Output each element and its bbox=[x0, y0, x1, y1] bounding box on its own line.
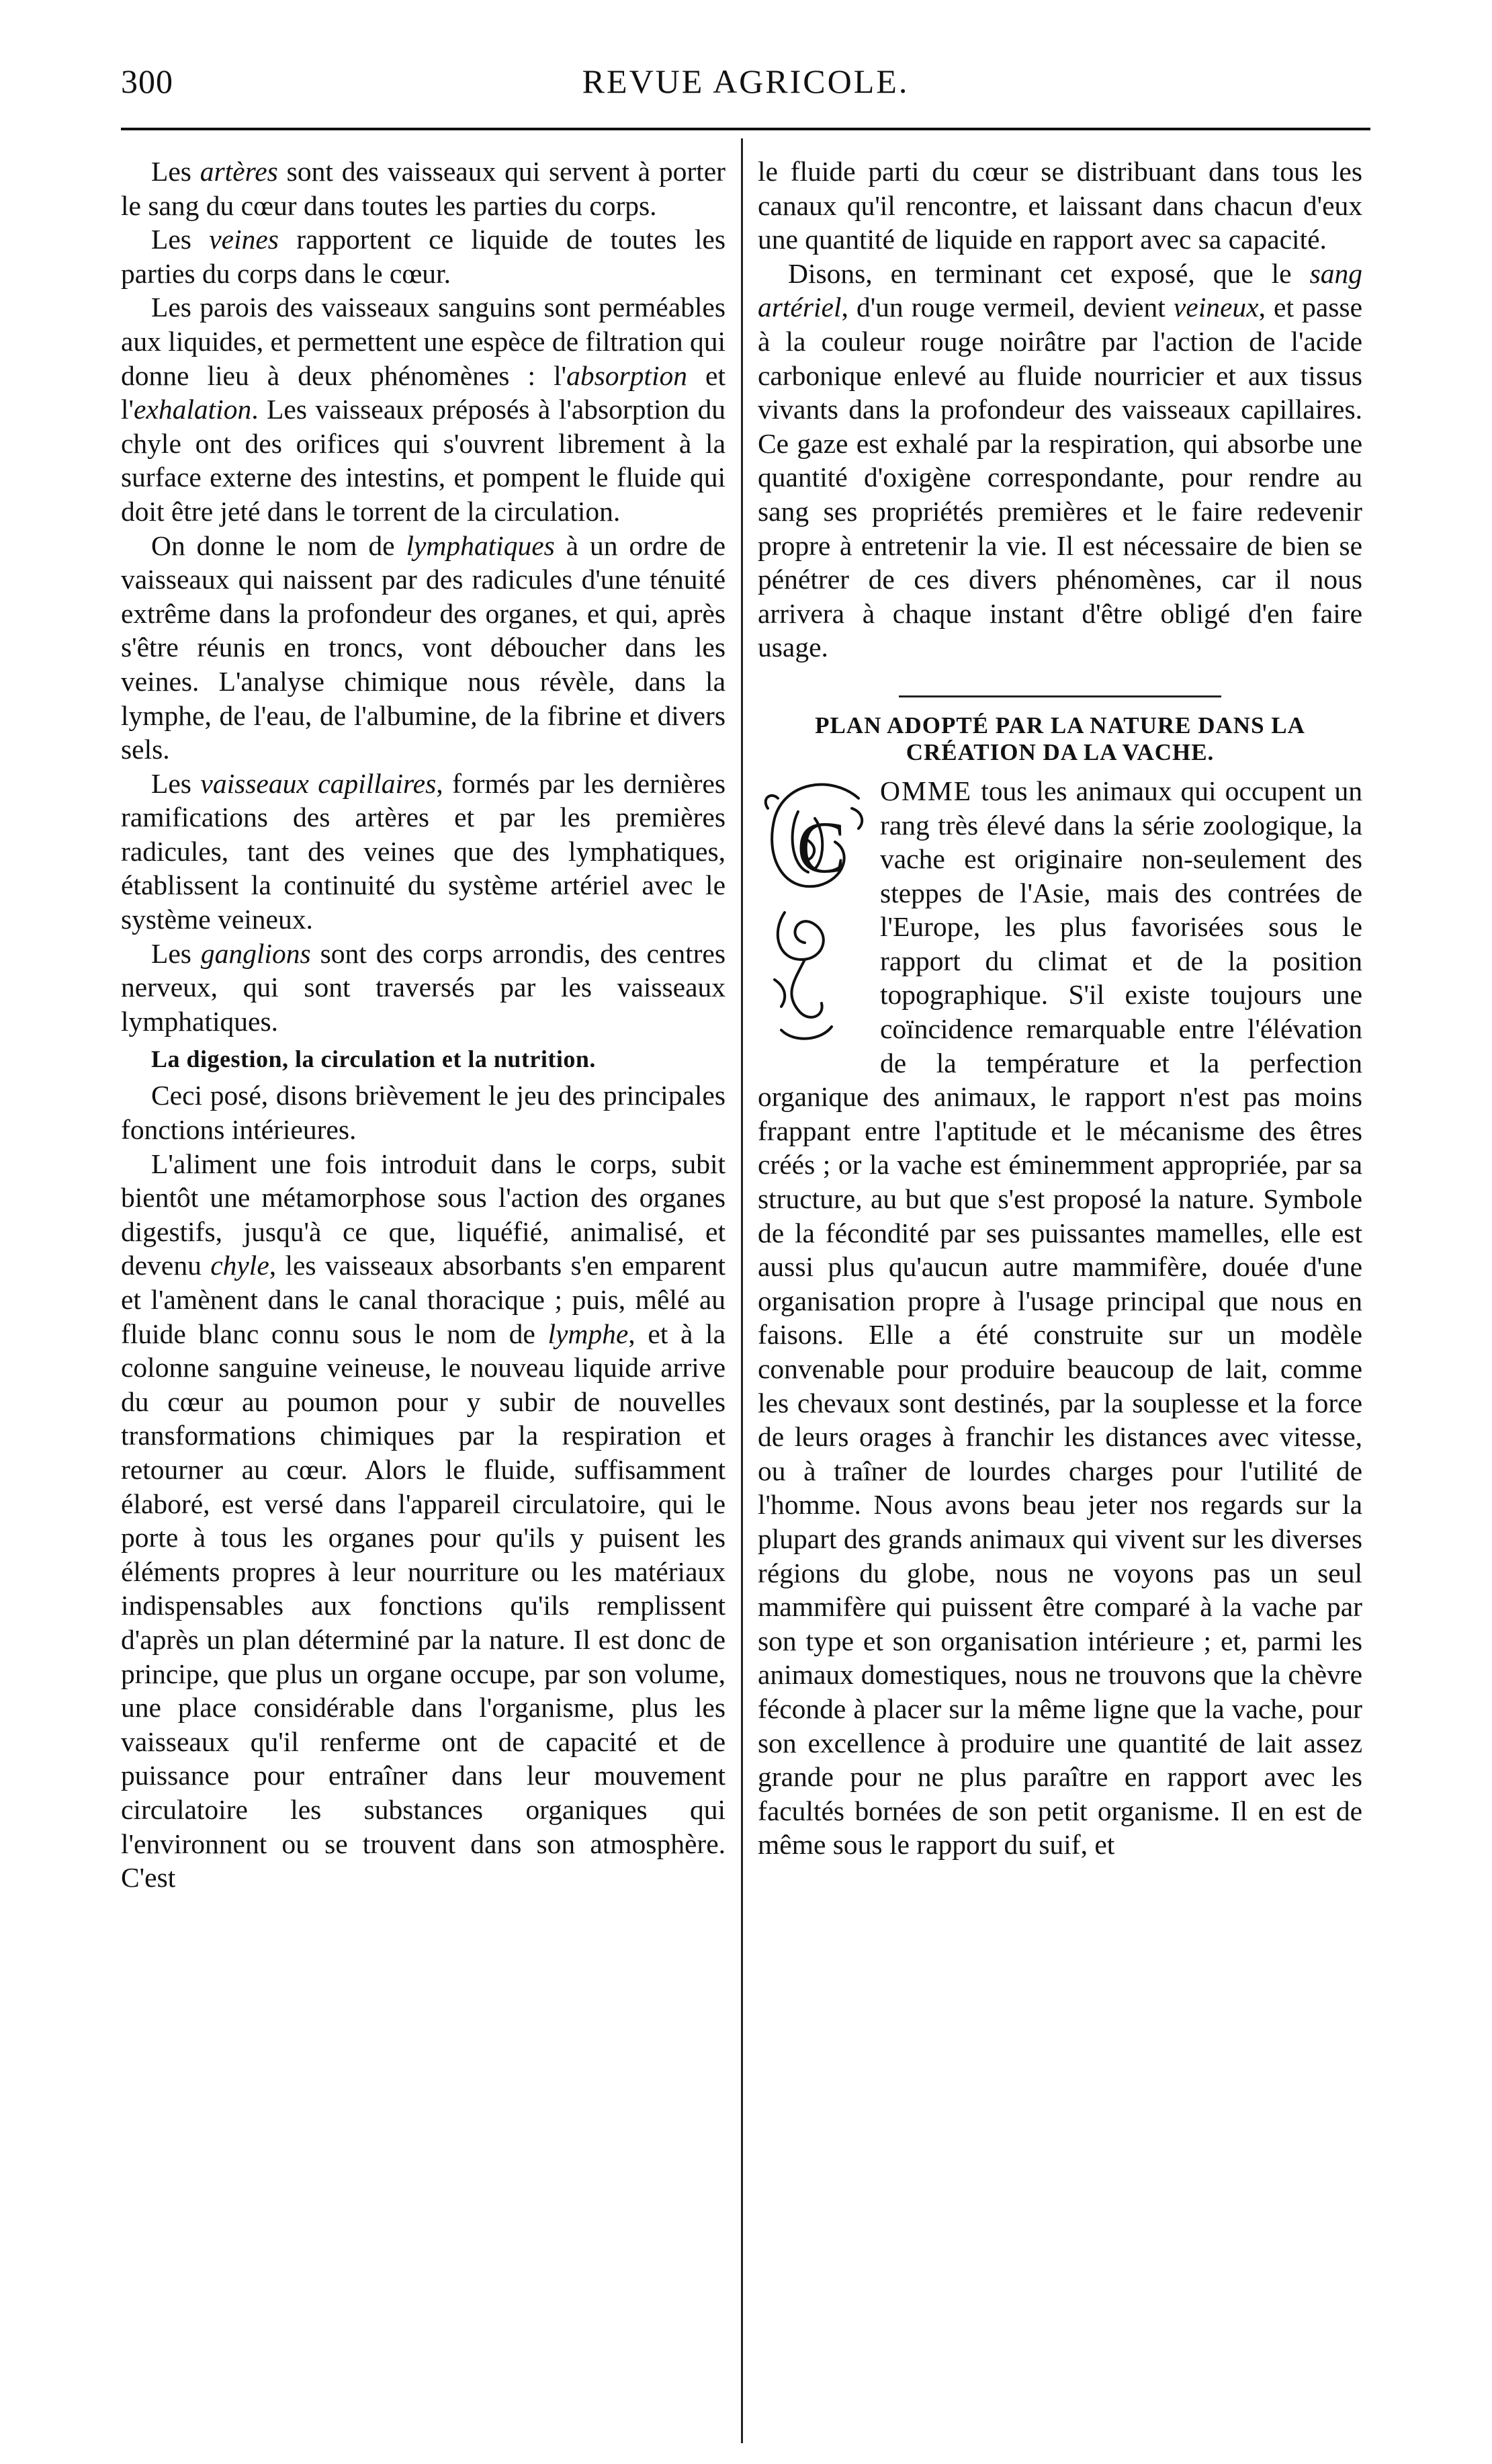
svg-text:C: C bbox=[797, 806, 846, 888]
paragraph-parois: Les parois des vaisseaux sanguins sont perméables aux liquides, et permettent une espèce de filtration qui donne lieu à deux phénomènes : l'absorption et l'exhalation. Les vaisseaux préposés à l'absorption du chyle ont des orifices qui s'ouvrent librement à la surface externe des intestins, et pompent le fluide qui doit être jeté dans le torrent de la circulation. bbox=[121, 292, 726, 527]
subheading-digestion: La digestion, la circulation et la nutrition. bbox=[151, 1046, 596, 1073]
page-number: 300 bbox=[121, 62, 173, 100]
first-word-omme: OMME bbox=[880, 775, 973, 806]
page-header bbox=[121, 62, 1370, 109]
section-title: PLAN ADOPTÉ PAR LA NATURE DANS LA CRÉATION DA LA VACHE. bbox=[815, 712, 1305, 765]
paragraph-lymphatiques: On donne le nom de lymphatiques à un ordre de vaisseaux qui naissent par des radicules d'une ténuité extrême dans la profondeur des organes, et qui, après s'être réunis en troncs, vont déboucher dans les veines. L'analyse chimique nous révèle, dans la lymphe, de l'eau, de l'albumine, de la fibrine et divers sels. bbox=[121, 529, 726, 765]
section-separator bbox=[899, 695, 1221, 697]
ornamental-drop-cap-c-icon bbox=[758, 778, 871, 1047]
paragraph-comme: C OMME tous les animaux qui occupent un rang très élevé dans la série zoologique, la vache est originaire non-seulement des steppes de l'Asie, mais des contrées de l'Europe, les plus favorisées sous le rapport du climat et de la position topographique. S'il existe toujours une coïncidence remarquable entre l'élévation de la température et la perfection organique des animaux, le rapport n'est pas moins frappant entre l'aptitude et le mécanisme des êtres créés ; or la vache est éminemment appropriée, par sa structure, au but que s'est proposé la nature. Symbole de la fécondité par ses puissantes mamelles, elle est aussi plus qu'aucun autre mammifère, douée d'une organisation propre à l'usage principal que nous en faisons. Elle a été construite sur un modèle convenable pour produire beaucoup de lait, comme les chevaux sont destinés, par la souplesse et la force de leurs orages à franchir les distances avec vitesse, ou à traîner de lourdes charges pour l'utilité de l'homme. Nous avons beau jeter nos regards sur la plupart des grands animaux qui vivent sur les diverses régions du globe, nous ne voyons pas un seul mammifère qui puissent être comparé à la vache par son type et son organisation intérieure ; et, parmi les animaux domestiques, nous ne trouvons que la chèvre féconde à placer sur la même ligne que la vache, pour son excellence à produire une quantité de lait assez grande pour ne plus paraître en rapport avec les facultés bornées de son petit organisme. Il en est de même sous le rapport du suif, et bbox=[758, 775, 1362, 1861]
column-divider bbox=[741, 138, 743, 2443]
paragraph-ganglions: Les ganglions sont des corps arrondis, des centres nerveux, qui sont traversés par les vaisseaux lymphatiques. bbox=[121, 937, 726, 1037]
paragraph-ceci-pose: Ceci posé, disons brièvement le jeu des principales fonctions intérieures. bbox=[121, 1080, 726, 1146]
paragraph-fluide-continued: le fluide parti du cœur se distribuant dans tous les canaux qu'il rencontre, et laissant dans chacun d'eux une quantité de liquide en rapport avec sa capacité. bbox=[758, 156, 1362, 255]
paragraph-capillaires: Les vaisseaux capillaires, formés par les dernières ramifications des artères et par les premières radicules, tant des veines que des lymphatiques, établissent la continuité du système artériel avec le système veineux. bbox=[121, 767, 726, 935]
paragraph-disons: Disons, en terminant cet exposé, que le sang artériel, d'un rouge vermeil, devient veineux, et passe à la couleur rouge noirâtre par l'action de l'acide carbonique enlevé au fluide nourricier et aux tissus vivants dans la profondeur des vaisseaux capillaires. Ce gaze est exhalé par la respiration, qui absorbe une quantité d'oxigène correspondante, pour rendre au sang ses propriétés premières et le faire redevenir propre à entretenir la vie. Il est nécessaire de bien se pénétrer de ces divers phénomènes, car il nous arrivera à chaque instant d'être obligé d'en faire usage. bbox=[758, 257, 1362, 663]
paragraph-veines: Les veines rapportent ce liquide de toutes les parties du corps dans le cœur. bbox=[121, 224, 726, 289]
paragraph-arteres: Les artères sont des vaisseaux qui servent à porter le sang du cœur dans toutes les parties du corps. bbox=[121, 156, 726, 221]
paragraph-aliment: L'aliment une fois introduit dans le corps, subit bientôt une métamorphose sous l'action des organes digestifs, jusqu'à ce que, liquéfié, animalisé, et devenu chyle, les vaisseaux absorbants s'en emparent et l'amènent dans le canal thoracique ; puis, mêlé au fluide blanc connu sous le nom de lymphe, et à la colonne sanguine veineuse, le nouveau liquide arrive du cœur au poumon pour y subir de nouvelles transformations chimiques par la respiration et retourner au cœur. Alors le fluide, suffisamment élaboré, est versé dans l'appareil circulatoire, qui le porte à tous les organes pour qu'ils y puisent les éléments propres à leur nourriture ou les matériaux indispensables aux fonctions qu'ils remplissent d'après un plan déterminé par la nature. Il est donc de principe, que plus un organe occupe, par son volume, une place considérable dans l'organisme, plus les vaisseaux qu'il renferme ont de capacité et de puissance pour entraîner dans leur mouvement circulatoire les substances organiques qui l'environnent ou se trouvent dans son atmosphère. C'est bbox=[121, 1148, 726, 1894]
header-rule bbox=[121, 128, 1370, 130]
right-column bbox=[758, 155, 1362, 1862]
running-title: REVUE AGRICOLE. bbox=[582, 62, 910, 100]
left-column bbox=[121, 155, 726, 1895]
